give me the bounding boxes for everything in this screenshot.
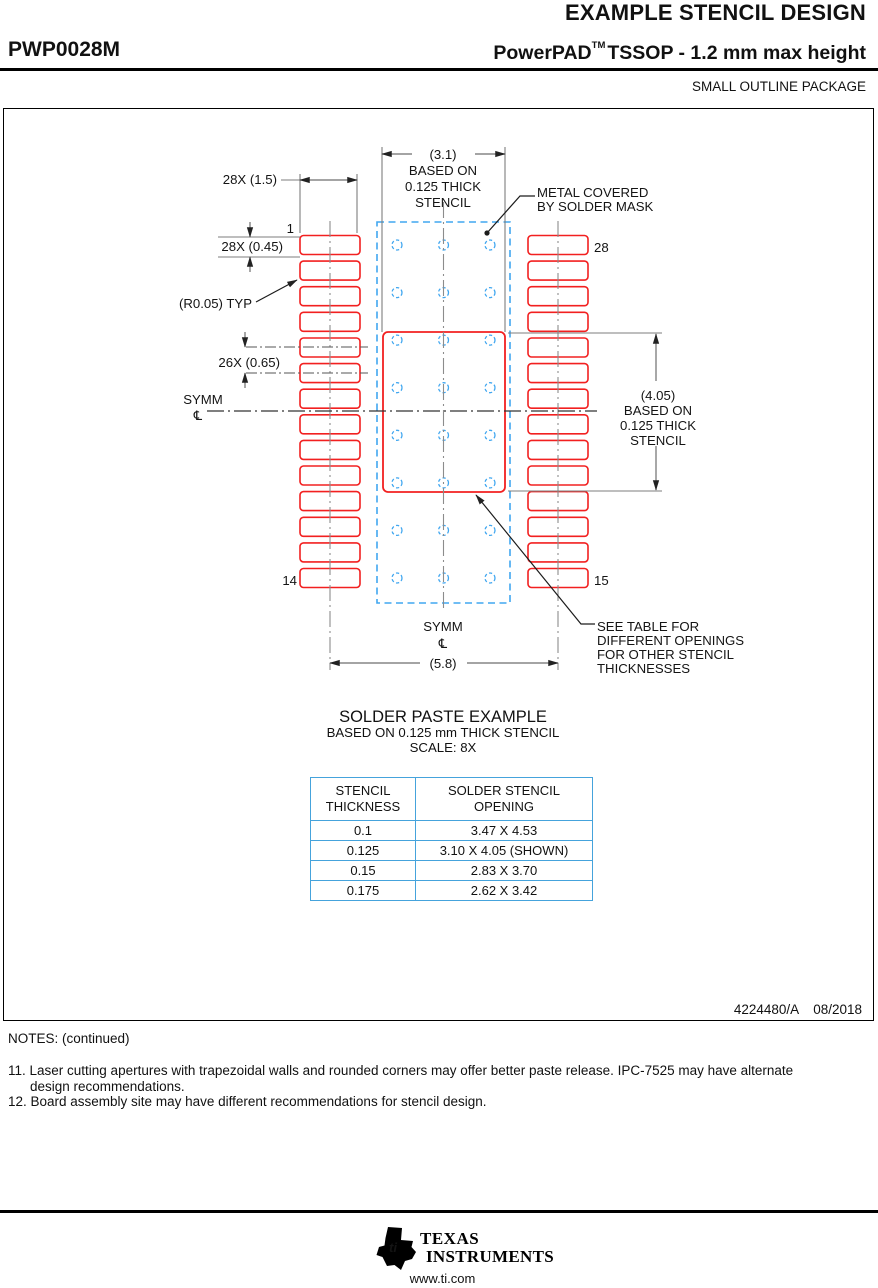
table-note-line2: DIFFERENT OPENINGS — [597, 633, 745, 648]
table-note-line3: FOR OTHER STENCIL — [597, 647, 735, 662]
ti-name-texas: TEXAS — [420, 1229, 480, 1248]
opening-height-note1: BASED ON — [623, 403, 693, 418]
caption-title: SOLDER PASTE EXAMPLE — [339, 708, 547, 726]
opening-width-note2: 0.125 THICK — [405, 179, 481, 194]
cell-thickness: 0.125 — [311, 841, 416, 861]
pin15-label: 15 — [594, 573, 609, 588]
note-11-line1: 11. Laser cutting apertures with trapezoidal walls and rounded corners may offer better paste release. IPC-7525 may have alternate — [8, 1063, 794, 1078]
cell-thickness: 0.15 — [311, 861, 416, 881]
cell-thickness: 0.175 — [311, 881, 416, 901]
table-row — [311, 881, 593, 901]
cell-opening: 2.62 X 3.42 — [416, 881, 593, 901]
via-opening — [485, 525, 495, 535]
trademark-symbol: TM — [591, 40, 606, 51]
via-opening — [392, 478, 402, 488]
part-number: PWP0028M — [8, 38, 121, 61]
doc-number: 4224480/A — [733, 1002, 800, 1017]
dim-span-label: (5.8) — [429, 656, 457, 671]
cell-opening: 3.47 X 4.53 — [416, 821, 593, 841]
table-header-row — [311, 778, 593, 821]
table-row — [311, 861, 593, 881]
doc-date: 08/2018 — [813, 1002, 862, 1017]
via-opening — [392, 430, 402, 440]
via-opening — [392, 288, 402, 298]
via-opening — [485, 383, 495, 393]
dim-radius-label: (R0.05) TYP — [178, 296, 252, 311]
opening-height-note3: STENCIL — [630, 433, 686, 448]
opening-height-value: (4.05) — [640, 388, 676, 403]
pin14-label: 14 — [282, 573, 297, 588]
note-12: 12. Board assembly site may have different recommendations for stencil design. — [8, 1094, 487, 1109]
notes-heading: NOTES: (continued) — [8, 1031, 130, 1046]
centerlines — [330, 202, 558, 670]
package-type-label: SMALL OUTLINE PACKAGE — [691, 79, 866, 94]
mask-note-line2: BY SOLDER MASK — [537, 199, 654, 214]
via-opening — [485, 288, 495, 298]
note-11-line2: design recommendations. — [30, 1079, 185, 1094]
stencil-opening-table — [310, 777, 593, 901]
drawing-caption — [143, 708, 743, 756]
table-row — [311, 841, 593, 861]
symm-bottom-label: SYMM — [423, 619, 463, 634]
table-row — [311, 821, 593, 841]
header-stencil-thickness: STENCIL THICKNESS — [311, 778, 416, 821]
header-solder-opening: SOLDER STENCIL OPENING — [416, 778, 593, 821]
opening-width-note1: BASED ON — [408, 163, 478, 178]
opening-height-note2: 0.125 THICK — [620, 418, 696, 433]
pin28-label: 28 — [594, 240, 609, 255]
footer-divider — [0, 1210, 878, 1213]
via-opening — [485, 478, 495, 488]
ti-url[interactable]: www.ti.com — [409, 1271, 476, 1286]
mask-note-line1: METAL COVERED — [537, 185, 649, 200]
via-opening — [392, 383, 402, 393]
dim-pitch-label: 26X (0.65) — [218, 355, 280, 370]
doc-number-block — [734, 1002, 862, 1017]
table-note-line1: SEE TABLE FOR — [597, 619, 700, 634]
via-opening — [485, 240, 495, 250]
dim-pad-width-label: 28X (1.5) — [222, 172, 277, 187]
cell-opening: 3.10 X 4.05 (SHOWN) — [416, 841, 593, 861]
via-opening — [485, 573, 495, 583]
opening-width-value: (3.1) — [429, 147, 457, 162]
symm-bottom-centerline-icon: ℄ — [438, 636, 448, 651]
leader-dot — [484, 230, 489, 235]
symm-left-label: SYMM — [183, 392, 223, 407]
ti-wordmark — [420, 1230, 554, 1265]
caption-basis: BASED ON 0.125 mm THICK STENCIL — [326, 725, 560, 741]
cell-thickness: 0.1 — [311, 821, 416, 841]
table-note-line4: THICKNESSES — [597, 661, 691, 676]
svg-text:ti: ti — [389, 1240, 398, 1255]
ti-logo — [375, 1226, 575, 1272]
via-opening — [485, 430, 495, 440]
cell-opening: 2.83 X 3.70 — [416, 861, 593, 881]
texas-state-icon — [375, 1226, 417, 1272]
opening-width-note3: STENCIL — [415, 195, 471, 210]
via-opening — [392, 573, 402, 583]
via-opening — [392, 525, 402, 535]
via-opening — [392, 335, 402, 345]
subtitle-text: TSSOP - 1.2 mm max height — [607, 42, 866, 64]
caption-scale: SCALE: 8X — [409, 740, 477, 756]
via-opening — [392, 240, 402, 250]
ti-name-instruments: INSTRUMENTS — [426, 1247, 554, 1266]
pin1-label: 1 — [286, 221, 294, 236]
dim-pad-height-label: 28X (0.45) — [221, 239, 283, 254]
symm-left-centerline-icon: ℄ — [193, 408, 203, 423]
brand-powerpad: PowerPAD — [493, 42, 592, 64]
via-opening — [485, 335, 495, 345]
page-title: EXAMPLE STENCIL DESIGN — [564, 0, 866, 25]
